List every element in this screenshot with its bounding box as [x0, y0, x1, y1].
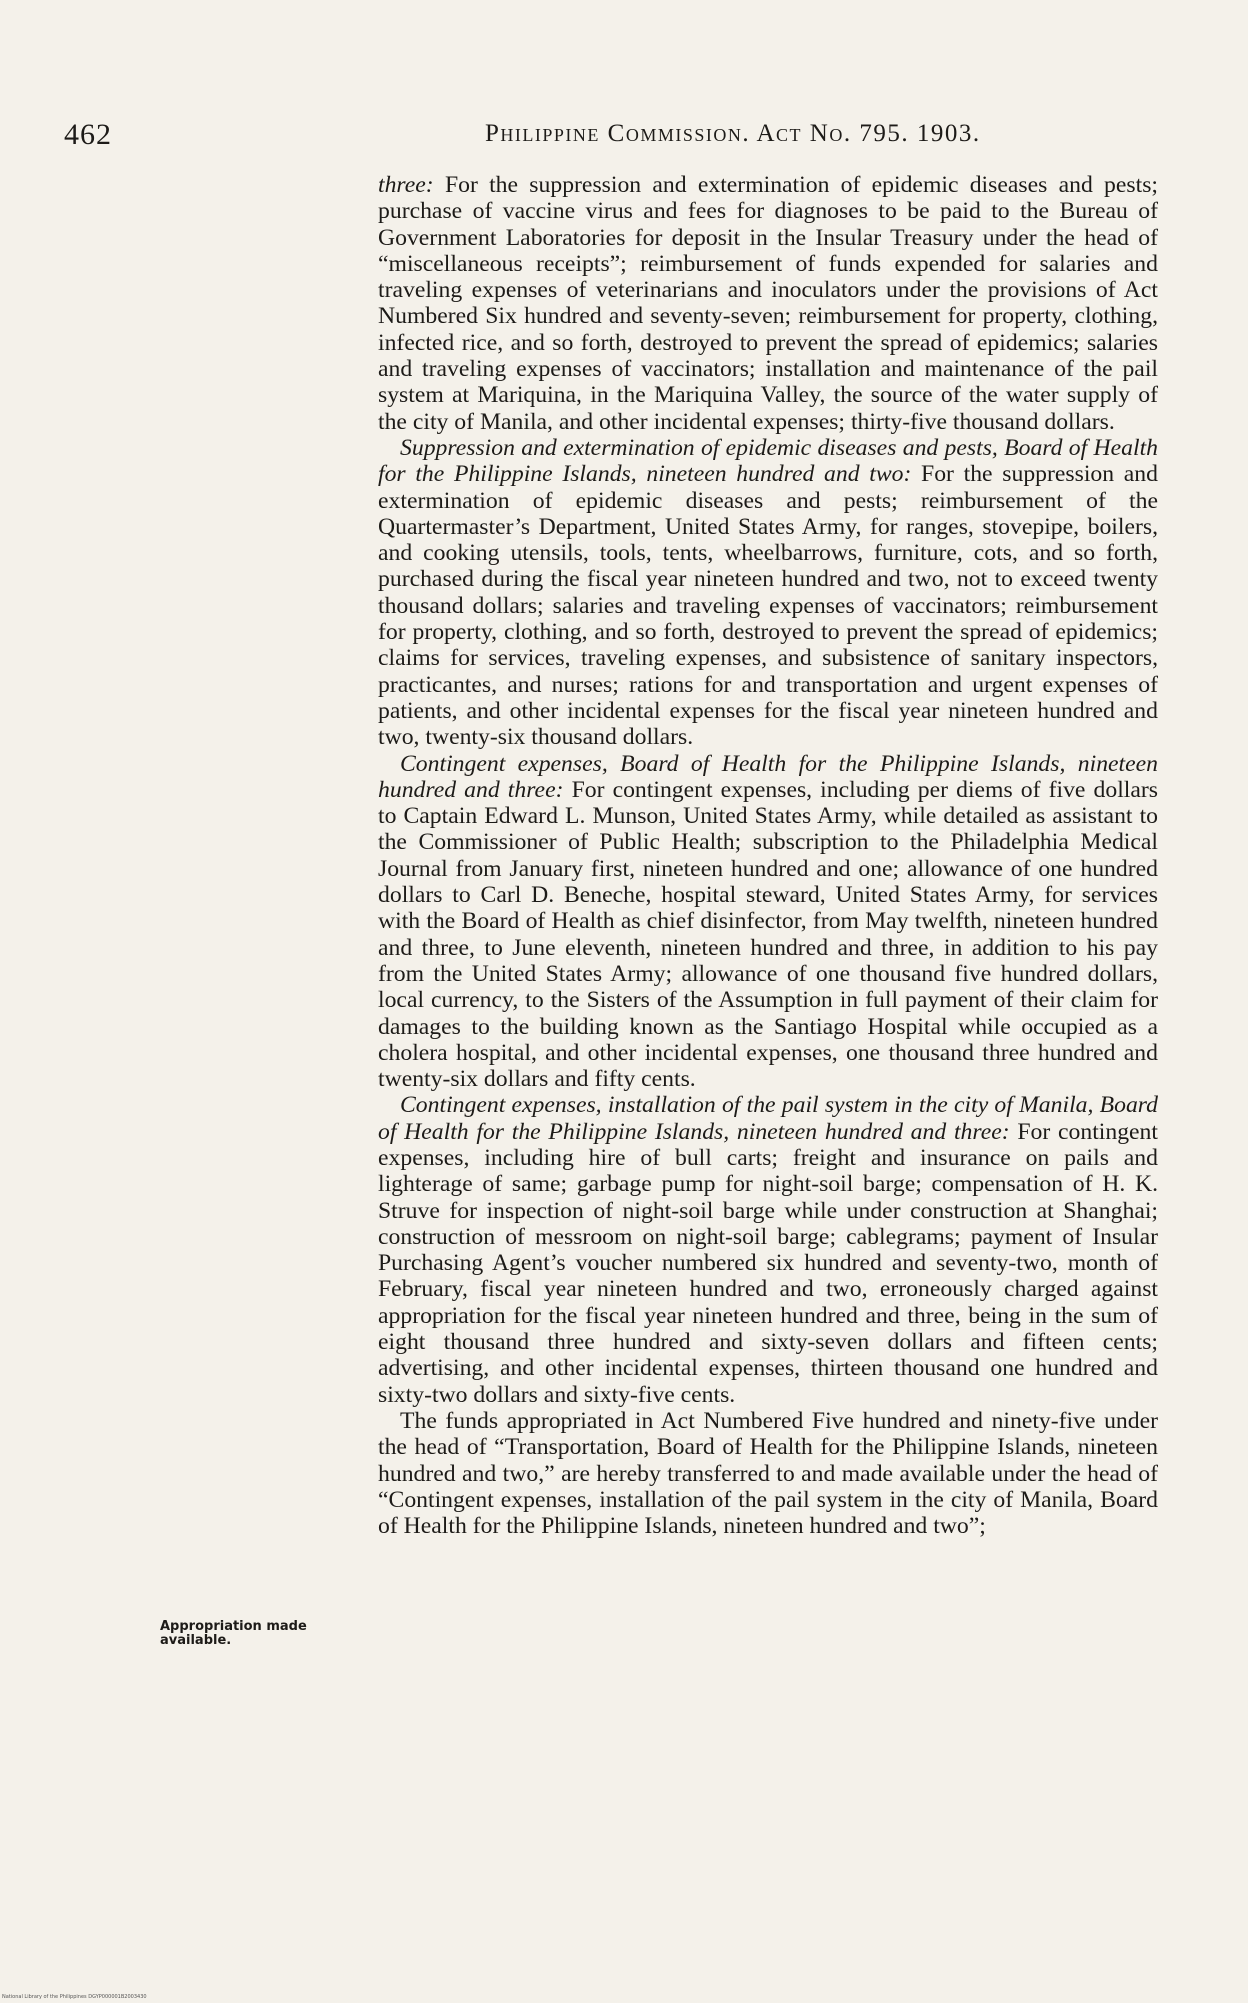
body-text: [378, 172, 1158, 1539]
footer-line: National Library of the Philippines DGYP000001B2003430: [2, 1994, 147, 2000]
running-head: Philippine Commission. Act No. 795. 1903.: [485, 120, 981, 147]
paragraph-3: [378, 751, 1158, 1093]
margin-note: Appropriation made available.: [160, 1619, 307, 1648]
paragraph-text: For the suppression and extermination of epidemic diseases and pests; reimbursement of the Quartermaster’s Department, United States Army, for ranges, stovepipe, boilers, and cooking utensils, tools, tents, wheelbarrows, furniture, cots, and so forth, purchased during the fiscal year nineteen hundred and two, not to exceed twenty thousand dollars; salaries and traveling expenses of vaccinators; reimbursement for property, clothing, and so forth, destroyed to prevent the spread of epidemics; claims for services, traveling expenses, and subsistence of sanitary inspectors, practicantes, and nurses; rations for and transportation and urgent expenses of patients, and other incidental expenses for the fiscal year nineteen hundred and two, twenty-six thousand dollars.: [378, 461, 1158, 751]
paragraph-text: For contingent expenses, including hire of bull carts; freight and insurance on pails and lighterage of same; garbage pump for night-soil barge; compensation of H. K. Struve for inspection of night-soil barge while under construction at Shanghai; construction of messroom on night-soil barge; cablegrams; payment of Insular Purchasing Agent’s voucher numbered six hundred and seventy-two, month of February, fiscal year nineteen hundred and two, erroneously charged against appropriation for the fiscal year nineteen hundred and three, being in the sum of eight thousand three hundred and sixty-seven dollars and fifteen cents; advertising, and other incidental expenses, thirteen thousand one hundred and sixty-two dollars and sixty-five cents.: [378, 1118, 1158, 1408]
paragraph-4: [378, 1092, 1158, 1408]
paragraph-2: [378, 435, 1158, 751]
paragraph-text: For the suppression and extermination of epidemic diseases and pests; purchase of vaccine virus and fees for diagnoses to be paid to the Bureau of Government Laboratories for deposit in the Insular Treasury under the head of “miscellaneous receipts”; reimbursement of funds expended for salaries and traveling expenses of veterinarians and inoculators under the provisions of Act Numbered Six hundred and seventy-seven; reimbursement for property, clothing, infected rice, and so forth, destroyed to prevent the spread of epidemics; salaries and traveling expenses of vaccinators; installation and maintenance of the pail system at Mariquina, in the Mariquina Valley, the source of the water supply of the city of Manila, and other incidental expenses; thirty-five thousand dollars.: [378, 172, 1158, 435]
paragraph-heading: Suppression and extermination of epidemic diseases and pests, Board of Health for the Philippine Islands, nineteen hundred and two:: [378, 434, 1158, 488]
page-number: 462: [64, 118, 112, 151]
paragraph-text: The funds appropriated in Act Numbered Five hundred and ninety-five under the head of “Transportation, Board of Health for the Philippine Islands, nineteen hundred and two,” are hereby transferred to and made available under the head of “Contingent expenses, installation of the pail system in the city of Manila, Board of Health for the Philippine Islands, nineteen hundred and two”;: [378, 1407, 1158, 1540]
paragraph-text: For contingent expenses, including per diems of five dollars to Captain Edward L. Munson, United States Army, while detailed as assistant to the Commissioner of Public Health; subscription to the Philadelphia Medical Journal from January first, nineteen hundred and one; allowance of one hundred dollars to Carl D. Beneche, hospital steward, United States Army, for services with the Board of Health as chief disinfector, from May twelfth, nineteen hundred and three, to June eleventh, nineteen hundred and three, in addition to his pay from the United States Army; allowance of one thousand five hundred dollars, local currency, to the Sisters of the Assumption in full payment of their claim for damages to the building known as the Santiago Hospital while occupied as a cholera hospital, and other incidental expenses, one thousand three hundred and twenty-six dollars and fifty cents.: [378, 776, 1158, 1093]
paragraph-5: [378, 1408, 1158, 1539]
paragraph-heading: Contingent expenses, installation of the pail system in the city of Manila, Board of Health for the Philippine Islands, nineteen hundred and three:: [378, 1092, 1158, 1145]
paragraph-heading: Contingent expenses, Board of Health for the Philippine Islands, nineteen hundred and three:: [378, 750, 1158, 803]
paragraph-heading: three:: [378, 172, 434, 198]
paragraph-1: [378, 172, 1158, 435]
